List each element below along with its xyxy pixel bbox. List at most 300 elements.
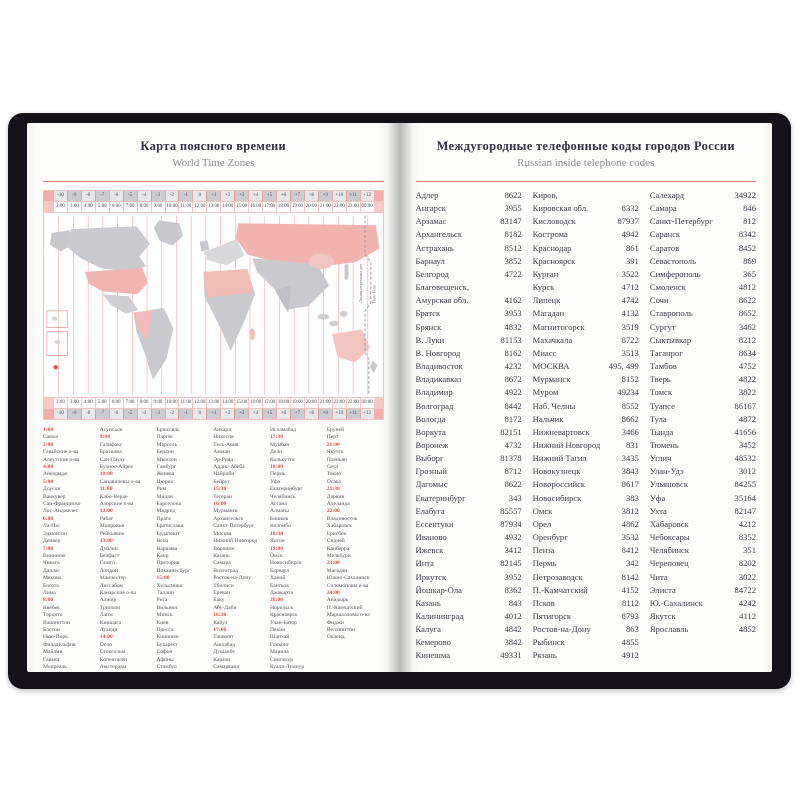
code-row bbox=[533, 505, 639, 518]
tz-time-entry: 6:00 bbox=[43, 515, 54, 522]
tz-city-entry: Будапешт bbox=[156, 530, 180, 537]
city-code: 4132 bbox=[621, 308, 639, 319]
right-page-title-ru: Междугородные телефонные коды городов России bbox=[436, 139, 735, 153]
city-name: Волгоград bbox=[415, 400, 454, 411]
code-row bbox=[650, 360, 756, 373]
tz-city-entry: Амстердам bbox=[99, 664, 127, 670]
code-row bbox=[533, 334, 639, 347]
left-page bbox=[27, 123, 400, 672]
tz-time-entry: 17:30 bbox=[270, 434, 284, 441]
scale-cap bbox=[374, 398, 383, 408]
tz-city-entry: Пермь bbox=[270, 471, 286, 478]
zone-cell: +11 bbox=[346, 409, 360, 419]
tz-city-entry: Сеул bbox=[326, 464, 339, 471]
city-code: 8182 bbox=[504, 229, 522, 240]
tz-city-entry: Карачи bbox=[213, 656, 231, 663]
city-code: 4855 bbox=[621, 637, 639, 648]
tz-city-entry: Монреаль bbox=[43, 664, 67, 670]
zone-cell: +12 bbox=[360, 191, 374, 201]
code-row bbox=[416, 400, 522, 413]
zone-cell: -10 bbox=[53, 409, 67, 419]
city-code: 4112 bbox=[739, 611, 757, 621]
scale-cap bbox=[44, 202, 53, 212]
codes-column bbox=[416, 189, 522, 663]
city-name: Иркутск bbox=[415, 571, 447, 582]
city-name: Ставрополь bbox=[649, 308, 693, 319]
tz-city-entry: Братислава bbox=[156, 523, 184, 530]
zone-cell: +10 bbox=[332, 409, 346, 419]
tz-city-entry: Амман bbox=[213, 449, 230, 456]
tz-time-entry: 20:00 bbox=[270, 597, 284, 604]
city-name: Смоленск bbox=[649, 282, 686, 293]
code-row bbox=[416, 426, 522, 439]
city-name: Уфа bbox=[649, 492, 666, 503]
tz-city-entry: Коломбо bbox=[270, 523, 291, 530]
tz-city-entry: Лос-Анджелес bbox=[43, 508, 78, 515]
city-name: Тверь bbox=[649, 374, 671, 385]
city-code: 4912 bbox=[621, 650, 639, 661]
city-name: Ангарск bbox=[415, 203, 446, 214]
code-row bbox=[533, 215, 639, 228]
code-row bbox=[416, 571, 522, 584]
code-row bbox=[650, 518, 756, 531]
time-cell: 18:00 bbox=[276, 398, 290, 408]
city-name: Севастополь bbox=[649, 255, 696, 266]
city-code: 343 bbox=[508, 492, 522, 503]
time-cell: 23:00 bbox=[346, 202, 360, 212]
tz-city-entry: Осака bbox=[326, 478, 341, 485]
code-row bbox=[533, 597, 639, 610]
code-row bbox=[533, 400, 639, 413]
scale-cap bbox=[374, 202, 383, 212]
time-cell: 10:00 bbox=[165, 398, 179, 408]
tz-city-entry: Барселона bbox=[156, 501, 182, 508]
zone-cell: -6 bbox=[109, 409, 123, 419]
time-cell: 9:00 bbox=[151, 398, 165, 408]
zone-cell: +2 bbox=[220, 409, 234, 419]
tz-city-entry: Бруней bbox=[326, 427, 344, 433]
city-name: Ухта bbox=[649, 505, 667, 516]
tz-time-entry: 22:00 bbox=[326, 508, 340, 515]
code-row bbox=[416, 465, 522, 478]
city-code: 3022 bbox=[738, 571, 757, 582]
tz-time-entry: 14:00 bbox=[99, 634, 113, 641]
city-code: 8202 bbox=[738, 558, 757, 569]
city-code: 846 bbox=[743, 203, 757, 214]
city-code: 4822 bbox=[738, 374, 757, 385]
tz-city-entry: Уфа bbox=[270, 478, 281, 485]
city-code: 3435 bbox=[621, 453, 639, 464]
zone-cell: -2 bbox=[165, 191, 179, 201]
code-row bbox=[416, 623, 522, 636]
tz-city-entry: Янгон bbox=[270, 538, 285, 545]
time-zone-map-block bbox=[43, 190, 384, 420]
code-row bbox=[650, 571, 756, 584]
tz-city-entry: Окленд bbox=[326, 634, 345, 641]
city-name: Тында bbox=[649, 426, 674, 437]
tz-city-entry: Сингапур bbox=[270, 656, 294, 663]
city-name: Саранск bbox=[649, 229, 681, 240]
tz-city-entry: Глазго bbox=[99, 560, 115, 567]
tz-time-entry: 12:00 bbox=[99, 508, 113, 515]
tz-city-entry: Лагос bbox=[99, 612, 114, 619]
tz-city-entry: Ашхабад bbox=[213, 641, 235, 648]
city-code: 82151 bbox=[500, 426, 522, 437]
tz-city-entry: Маршалловы о-ва bbox=[326, 612, 370, 619]
city-name: Нижневартовск bbox=[532, 426, 590, 437]
tz-time-entry: 5:00 bbox=[43, 478, 54, 485]
city-name: Брянск bbox=[415, 321, 442, 332]
city-code: 81378 bbox=[500, 453, 522, 464]
city-name: Кисловодск bbox=[532, 216, 576, 227]
city-code: 3462 bbox=[738, 321, 757, 332]
zone-cell: -1 bbox=[178, 191, 192, 201]
city-name: Кемерово bbox=[415, 637, 451, 648]
city-name: Углич bbox=[649, 453, 672, 464]
tz-city-entry: Виннипег bbox=[43, 552, 67, 559]
right-rule bbox=[416, 181, 757, 182]
city-code: 85557 bbox=[500, 505, 522, 516]
city-name: В. Новгород bbox=[415, 347, 461, 358]
tz-city-entry: Исламабад bbox=[270, 427, 296, 433]
zone-cell: -4 bbox=[137, 191, 151, 201]
code-row bbox=[416, 281, 522, 294]
city-name: Тамбов bbox=[649, 361, 677, 372]
city-name: Томск bbox=[649, 387, 673, 398]
scale-cap bbox=[374, 409, 383, 419]
time-cell: 17:00 bbox=[262, 398, 276, 408]
city-code: 8362 bbox=[504, 584, 522, 595]
city-name: Нижний Новгород bbox=[532, 439, 601, 450]
code-row bbox=[416, 531, 522, 544]
city-code: 8452 bbox=[738, 242, 757, 253]
tz-city-entry: Чикаго bbox=[43, 560, 60, 567]
tz-city-entry: Квебек bbox=[43, 604, 60, 611]
book-pages bbox=[27, 123, 772, 672]
city-code: 8652 bbox=[738, 308, 757, 319]
city-code: 342 bbox=[625, 558, 639, 569]
tz-city-entry: Ханой bbox=[270, 575, 286, 582]
tz-city-entry: Алеутские о-ва bbox=[43, 456, 80, 463]
time-cell: 22:00 bbox=[332, 398, 346, 408]
tz-city-entry: Москва bbox=[213, 530, 232, 537]
city-code: 863 bbox=[625, 624, 639, 635]
city-code: 4932 bbox=[504, 532, 522, 543]
code-row bbox=[533, 294, 639, 307]
time-cell: 16:00 bbox=[248, 202, 262, 212]
tz-city-entry: Йоханнесбург bbox=[156, 567, 191, 574]
tz-city-entry: Даллас bbox=[43, 567, 60, 574]
city-name: Братск bbox=[415, 308, 441, 319]
city-code: 8442 bbox=[504, 400, 522, 411]
code-row bbox=[533, 649, 639, 662]
tz-city-entry: Рим bbox=[156, 486, 167, 493]
tz-city-entry: Брюссель bbox=[156, 427, 180, 433]
city-code: 4752 bbox=[738, 361, 757, 372]
scale-cap bbox=[44, 191, 53, 201]
city-name: Муром bbox=[532, 387, 559, 398]
zone-cell: +3 bbox=[234, 191, 248, 201]
tz-city-entry: Богота bbox=[43, 582, 59, 589]
zone-cell: 0 bbox=[192, 191, 206, 201]
time-cell: 00:00 bbox=[360, 202, 374, 212]
city-code: 4832 bbox=[504, 321, 522, 332]
tz-time-entry: 13:00 bbox=[99, 538, 113, 545]
tz-time-entry: 9:00 bbox=[99, 434, 111, 441]
city-name: Иваново bbox=[415, 532, 447, 543]
city-code: 3452 bbox=[738, 439, 757, 450]
tz-city-entry: Южно-Сахалинск bbox=[326, 575, 370, 582]
city-name: Саратов bbox=[649, 242, 680, 253]
tz-city-entry: Киев bbox=[156, 619, 169, 626]
zone-cell: -10 bbox=[53, 191, 67, 201]
code-row bbox=[416, 649, 522, 662]
time-cell: 14:00 bbox=[220, 202, 234, 212]
tz-city-entry: Мадрид bbox=[156, 508, 176, 515]
zone-cell: -3 bbox=[151, 409, 165, 419]
city-name: Владимир bbox=[415, 387, 453, 398]
city-name: Калининград bbox=[415, 611, 464, 621]
time-cell: 4:00 bbox=[81, 398, 95, 408]
city-name: МОСКВА bbox=[532, 361, 570, 372]
city-name: Благовещенск, bbox=[415, 282, 470, 293]
city-name: Арзамас bbox=[415, 216, 447, 227]
city-name: Наб. Челны bbox=[532, 400, 576, 411]
time-cell: 2:00 bbox=[53, 398, 67, 408]
city-code: 8622 bbox=[504, 479, 522, 490]
city-name: Туапсе bbox=[649, 400, 675, 411]
tz-city-entry: Тель-Авив bbox=[213, 441, 239, 448]
tz-city-entry: Вильнюс bbox=[156, 604, 179, 611]
city-name: Элиста bbox=[649, 584, 676, 595]
tz-city-entry: Самара bbox=[213, 560, 231, 567]
tz-time-entry: 18:00 bbox=[270, 464, 284, 471]
city-code: 48532 bbox=[734, 453, 757, 464]
tz-city-entry: Гонконг bbox=[270, 641, 290, 648]
city-code: 8152 bbox=[621, 374, 639, 385]
code-row bbox=[416, 321, 522, 334]
time-cell: 3:00 bbox=[67, 398, 81, 408]
city-code: 4922 bbox=[504, 387, 522, 398]
code-row bbox=[416, 636, 522, 649]
zone-cell: -8 bbox=[81, 191, 95, 201]
city-code: 383 bbox=[625, 492, 639, 503]
time-cell: 9:00 bbox=[151, 202, 165, 212]
right-page-title-en: Russian inside telephone codes bbox=[517, 157, 655, 169]
tz-city-entry: Милан bbox=[156, 493, 173, 500]
city-name: Ю.-Сахалинск bbox=[649, 597, 703, 608]
code-row bbox=[533, 426, 639, 439]
tz-city-entry: Сандвичевы о-ва bbox=[99, 478, 141, 485]
zone-cell: +7 bbox=[290, 191, 304, 201]
city-name: Архангельск bbox=[415, 229, 463, 240]
time-cell: 20:00 bbox=[304, 398, 318, 408]
city-code: 4862 bbox=[621, 518, 639, 529]
city-code: 3953 bbox=[504, 308, 522, 319]
city-name: Оренбург bbox=[532, 532, 568, 543]
tz-city-entry: Ла-Пас bbox=[43, 523, 61, 530]
time-cell: 11:00 bbox=[178, 398, 192, 408]
tz-city-entry: Гавана bbox=[43, 656, 60, 663]
time-cell: 13:00 bbox=[206, 398, 220, 408]
code-row bbox=[533, 452, 639, 465]
zone-cell: +3 bbox=[234, 409, 248, 419]
tz-time-entry: 1:00 bbox=[43, 427, 54, 433]
tz-city-entry: Мюнхен bbox=[156, 456, 177, 463]
city-code: 82147 bbox=[734, 505, 757, 516]
zone-cell: -6 bbox=[109, 191, 123, 201]
code-row bbox=[533, 281, 639, 294]
city-code: 8552 bbox=[621, 400, 639, 411]
city-code: 35164 bbox=[734, 492, 757, 503]
code-row bbox=[416, 268, 522, 281]
tz-city-entry: Дарвин bbox=[326, 493, 345, 500]
tz-time-entry: 11:00 bbox=[99, 486, 113, 493]
code-row bbox=[650, 557, 756, 570]
tz-city-entry: Хабаровск bbox=[326, 523, 353, 530]
city-code: 3822 bbox=[738, 387, 757, 398]
tz-city-entry: Лондон bbox=[99, 567, 118, 574]
city-code: 8142 bbox=[621, 571, 639, 582]
tz-city-entry: Нью-Йорк bbox=[43, 634, 68, 641]
city-code: 4812 bbox=[738, 282, 757, 293]
code-row bbox=[533, 584, 639, 597]
city-code: 861 bbox=[625, 242, 639, 253]
city-code: 3812 bbox=[621, 505, 639, 516]
tz-city-entry: Таллин bbox=[156, 589, 174, 596]
time-cell: 12:00 bbox=[192, 202, 206, 212]
tz-time-entry: 21:00 bbox=[326, 441, 340, 448]
tz-column bbox=[100, 427, 157, 671]
code-row bbox=[533, 321, 639, 334]
city-name: Мурманск bbox=[532, 374, 571, 385]
time-cell: 19:00 bbox=[290, 398, 304, 408]
tz-city-entry: Манчестер bbox=[99, 575, 126, 582]
tz-city-entry: Вашингтон bbox=[43, 619, 70, 626]
tz-city-entry: Хельсинки bbox=[156, 582, 183, 589]
tz-city-entry: Якутск bbox=[326, 449, 344, 456]
tz-city-entry: Буэнос-Айрес bbox=[99, 464, 134, 471]
code-row bbox=[533, 636, 639, 649]
code-row bbox=[650, 202, 756, 215]
tz-city-entry: Гамбург bbox=[156, 464, 177, 471]
tz-city-entry: Денвер bbox=[43, 538, 61, 545]
tz-city-entry: Сан-Паулу bbox=[99, 456, 126, 463]
city-name: Сыктывкар bbox=[649, 334, 692, 345]
tz-city-entry: Воронеж bbox=[213, 545, 235, 552]
city-code: 82145 bbox=[500, 558, 522, 569]
city-code: 8172 bbox=[504, 413, 522, 424]
city-name: Астрахань bbox=[415, 242, 454, 253]
tz-city-entry: Норильск bbox=[270, 604, 294, 611]
tz-city-entry: Санкт-Петербург bbox=[213, 523, 255, 530]
city-code: 34922 bbox=[734, 190, 757, 200]
zone-cell: -7 bbox=[95, 191, 109, 201]
code-row bbox=[650, 373, 756, 386]
book-cover bbox=[8, 113, 791, 689]
tz-city-entry: Волгоград bbox=[213, 567, 238, 574]
code-row bbox=[650, 426, 756, 439]
code-row bbox=[533, 228, 639, 241]
tz-city-entry: Лиссабон bbox=[99, 582, 123, 589]
tz-city-entry: Сидней bbox=[326, 538, 345, 545]
tz-city-entry: Афины bbox=[156, 656, 174, 663]
codes-column bbox=[533, 189, 639, 663]
city-name: Якутск bbox=[649, 611, 676, 621]
tz-time-entry: 18:30 bbox=[270, 530, 284, 537]
code-row bbox=[416, 610, 522, 623]
time-cell: 2:00 bbox=[53, 202, 67, 212]
tz-city-entry: Рабат bbox=[99, 515, 113, 522]
tz-city-entry: Омск bbox=[270, 552, 283, 559]
tz-city-entry: Луанда bbox=[99, 626, 117, 633]
code-row bbox=[533, 544, 639, 557]
city-name: Нижний Тагил bbox=[532, 453, 587, 464]
city-code: 8622 bbox=[504, 190, 522, 200]
city-name: Псков bbox=[532, 597, 555, 608]
city-code: 4732 bbox=[504, 439, 522, 450]
time-cell: 21:00 bbox=[318, 202, 332, 212]
city-name: Инта bbox=[415, 558, 434, 569]
city-name: Симферополь bbox=[649, 268, 701, 279]
tz-city-entry: Алжир bbox=[99, 597, 117, 604]
city-name: Сочи bbox=[649, 295, 669, 306]
tz-column bbox=[270, 427, 327, 671]
tz-city-entry: Аддис-Абеба bbox=[213, 464, 245, 471]
city-code: 4242 bbox=[738, 597, 757, 608]
tz-city-entry: Асунсьон bbox=[99, 427, 123, 433]
code-row bbox=[533, 413, 639, 426]
city-code: 3843 bbox=[621, 466, 639, 477]
tz-city-entry: Баку bbox=[213, 597, 225, 604]
zone-cell: -9 bbox=[67, 191, 81, 201]
code-row bbox=[650, 228, 756, 241]
tz-city-entry: Сан-Франциско bbox=[43, 501, 81, 508]
city-code: 365 bbox=[743, 268, 757, 279]
zone-cell: +5 bbox=[262, 409, 276, 419]
tz-city-entry: Ташкент bbox=[213, 634, 234, 641]
city-code: 869 bbox=[743, 255, 757, 266]
city-code: 86167 bbox=[734, 400, 757, 411]
zone-cell: -1 bbox=[178, 409, 192, 419]
time-cell: 4:00 bbox=[81, 202, 95, 212]
code-row bbox=[416, 452, 522, 465]
zone-cell: +2 bbox=[220, 191, 234, 201]
zone-cell: +6 bbox=[276, 409, 290, 419]
city-name: Ессентуки bbox=[415, 518, 454, 529]
code-row bbox=[533, 492, 639, 505]
tz-city-entry: Берлин bbox=[156, 449, 174, 456]
zone-cell: +1 bbox=[206, 409, 220, 419]
tz-city-entry: Майами bbox=[43, 649, 63, 656]
tz-city-entry: Никосия bbox=[213, 434, 234, 441]
code-row bbox=[650, 255, 756, 268]
tz-city-entry: Бейрут bbox=[213, 478, 230, 485]
code-row bbox=[533, 360, 639, 373]
code-row bbox=[533, 347, 639, 360]
time-cell: 20:00 bbox=[304, 202, 318, 212]
tz-city-entry: Азорские о-ва bbox=[99, 501, 134, 508]
tz-city-entry: Бангкок bbox=[270, 582, 289, 589]
tz-city-entry: Аделаида bbox=[326, 501, 350, 508]
world-map bbox=[44, 213, 383, 397]
tz-city-entry: П.-Камчатский bbox=[326, 604, 363, 611]
city-name: Красноярск bbox=[532, 255, 576, 266]
city-code: 3842 bbox=[504, 637, 522, 648]
city-code: 4722 bbox=[504, 268, 522, 279]
city-code: 87937 bbox=[617, 216, 639, 227]
city-code: 4872 bbox=[738, 413, 757, 424]
